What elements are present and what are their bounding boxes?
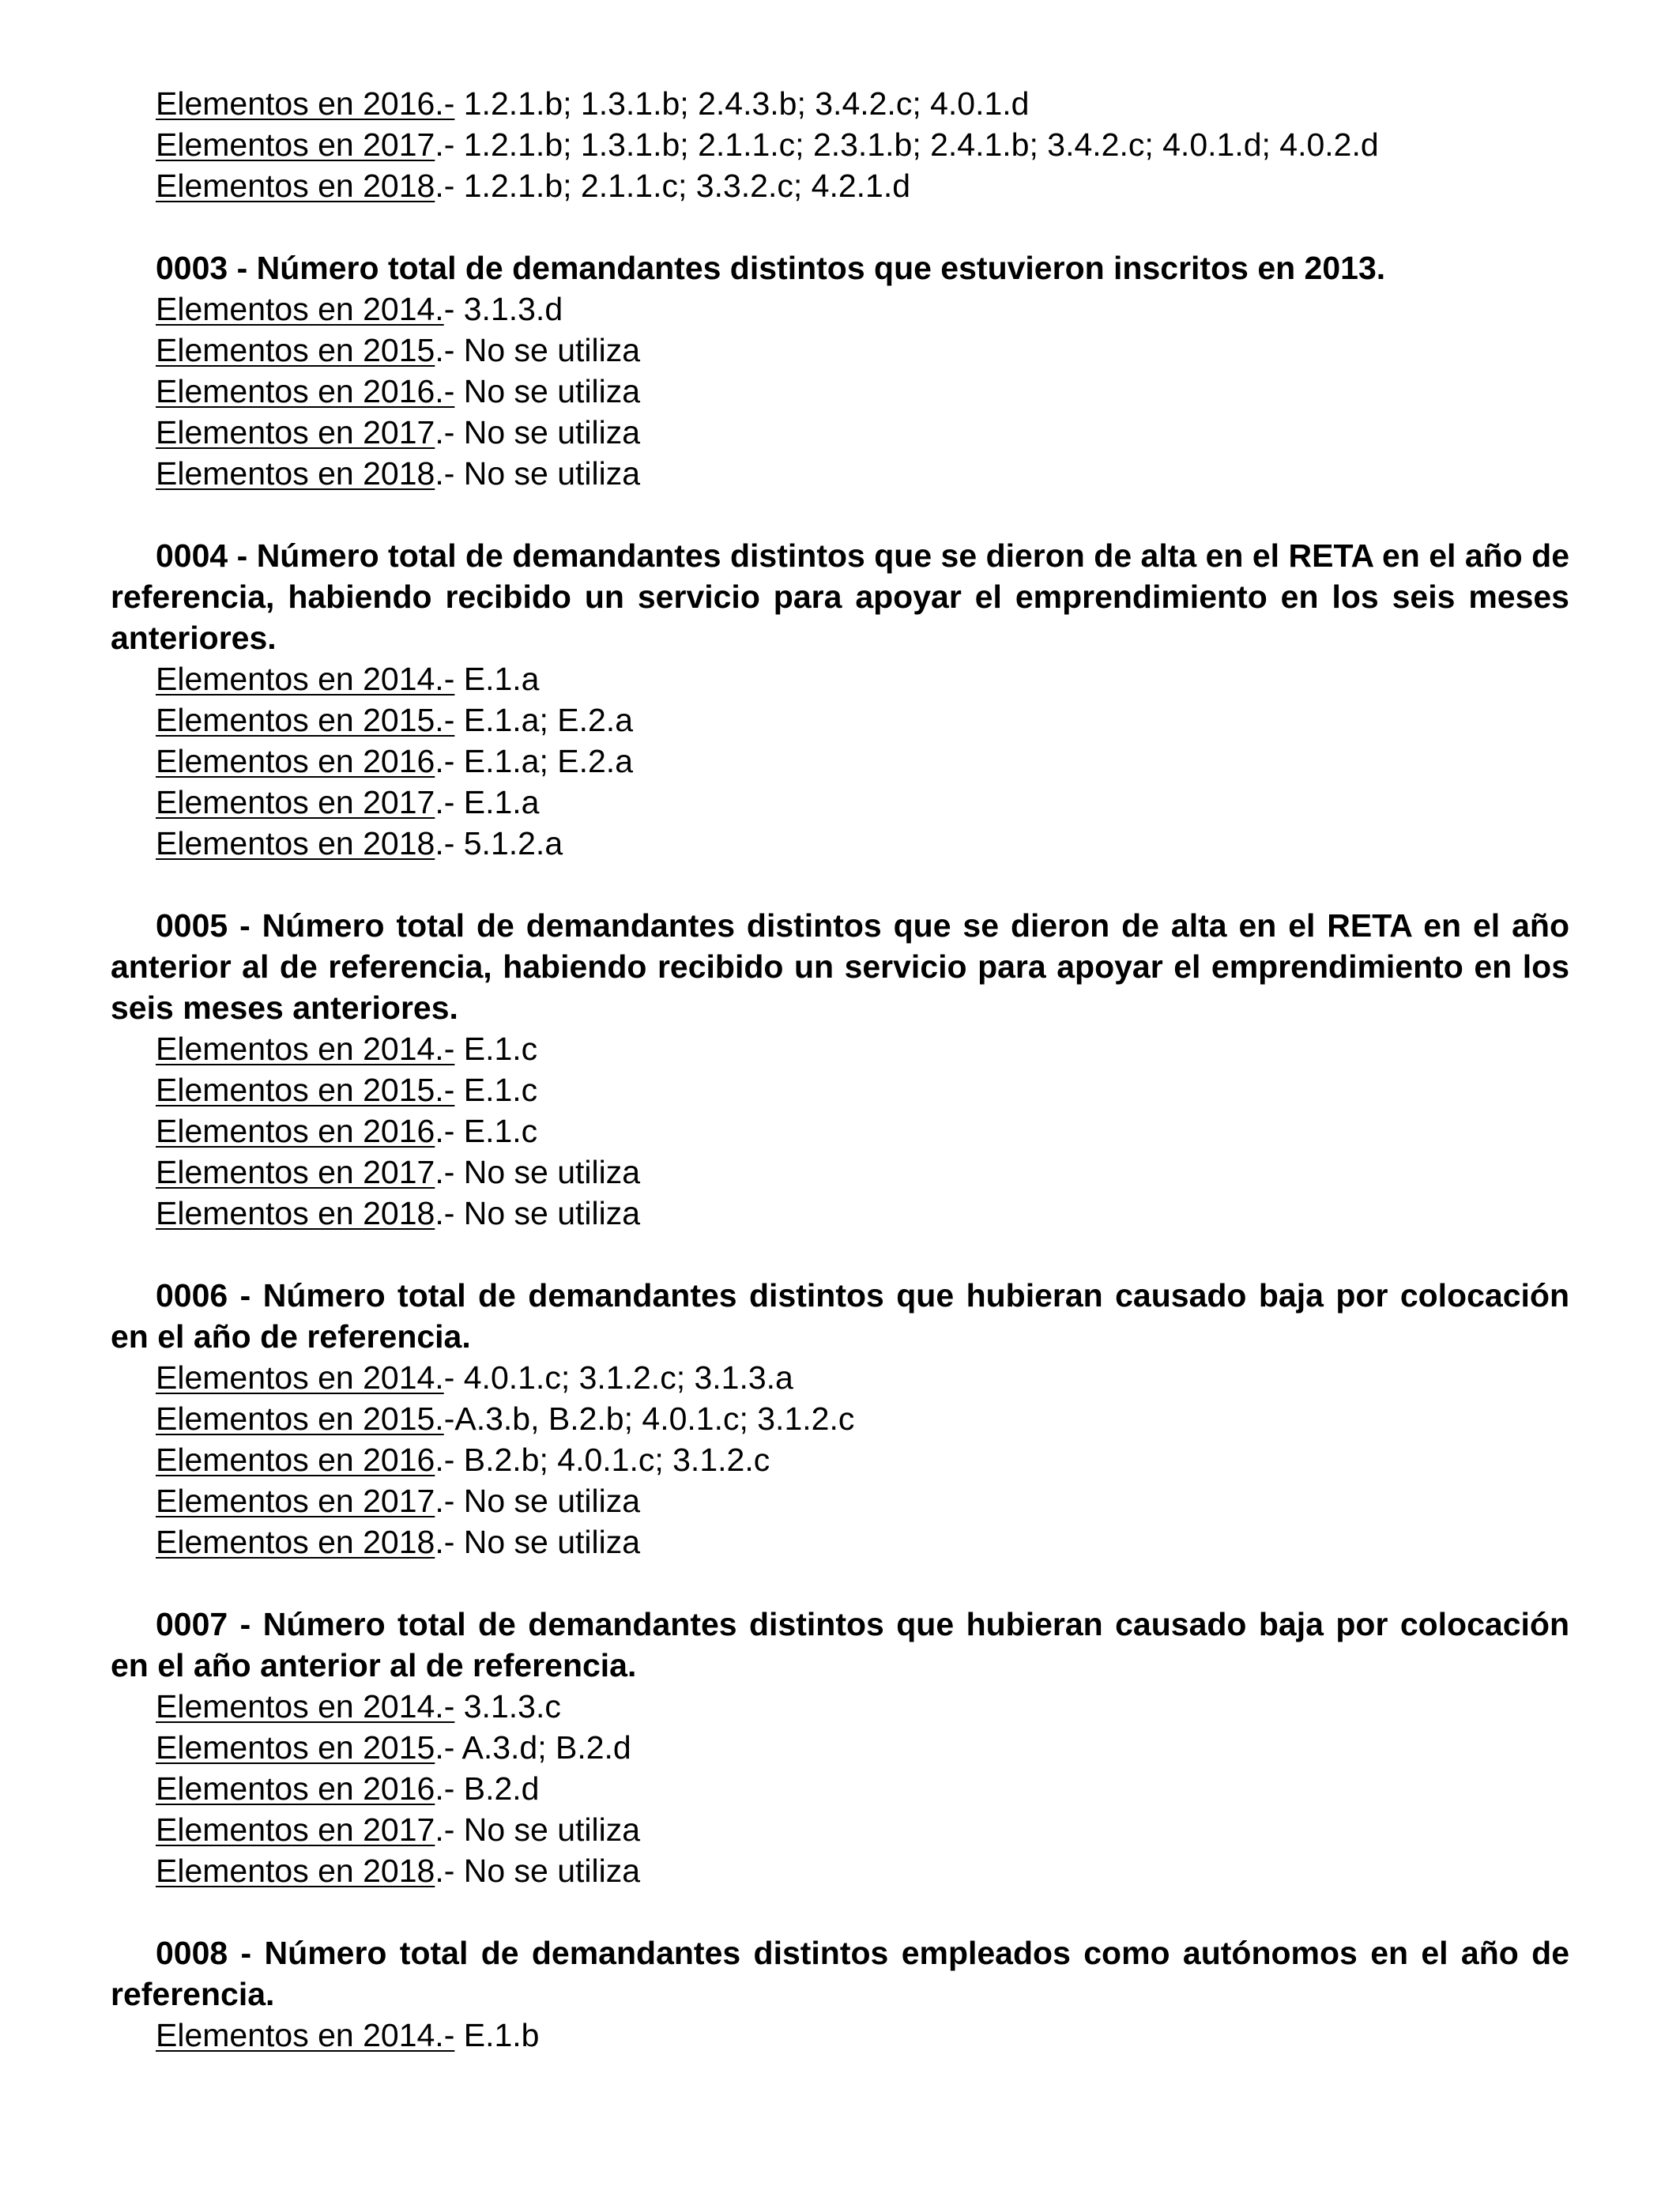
- elements-year-label: Elementos en 2015.-: [156, 702, 455, 738]
- elements-year-label: Elementos en 2018: [156, 455, 435, 492]
- elements-year-label: Elementos en 2015.-: [156, 1072, 455, 1108]
- elements-year-label: Elementos en 2016.-: [156, 373, 455, 409]
- elements-codes: .- No se utiliza: [435, 1154, 641, 1190]
- elements-year-line: [111, 1768, 1569, 1809]
- indicator-heading: 0004 - Número total de demandantes distintos que se dieron de alta en el RETA en el año de referencia, habiendo recibido un servicio para apoyar el emprendimiento en los seis meses anteriores.: [111, 537, 1569, 656]
- elements-codes: 1.2.1.b; 1.3.1.b; 2.4.3.b; 3.4.2.c; 4.0.1.d: [454, 85, 1030, 122]
- elements-year-label: Elementos en 2017: [156, 126, 435, 163]
- elements-year-label: Elementos en 2017: [156, 1154, 435, 1190]
- elements-year-label: Elementos en 2018: [156, 1524, 435, 1560]
- elements-year-label: Elementos en 2015.: [156, 1400, 444, 1437]
- elements-year-line: [111, 453, 1569, 494]
- elements-year-label: Elementos en 2018: [156, 1853, 435, 1889]
- elements-year-line: [111, 1521, 1569, 1563]
- elements-year-label: Elementos en 2017: [156, 1483, 435, 1519]
- elements-year-line: [111, 1152, 1569, 1193]
- indicator-section: [111, 247, 1569, 494]
- elements-codes: .- B.2.b; 4.0.1.c; 3.1.2.c: [435, 1442, 770, 1478]
- elements-year-line: [111, 124, 1569, 165]
- elements-codes: E.1.c: [454, 1072, 538, 1108]
- elements-year-line: [111, 330, 1569, 371]
- elements-year-label: Elementos en 2014.-: [156, 1031, 455, 1067]
- elements-year-line: [111, 1398, 1569, 1439]
- elements-year-line: [111, 2015, 1569, 2056]
- elements-year-label: Elementos en 2017: [156, 784, 435, 820]
- elements-year-line: [111, 83, 1569, 124]
- elements-year-label: Elementos en 2014.-: [156, 661, 455, 697]
- elements-codes: .- No se utiliza: [435, 332, 641, 368]
- elements-year-line: [111, 1110, 1569, 1152]
- elements-codes: .- No se utiliza: [435, 1811, 641, 1848]
- elements-year-label: Elementos en 2018: [156, 1195, 435, 1231]
- indicator-section: [111, 1275, 1569, 1563]
- elements-year-label: Elementos en 2016.-: [156, 85, 455, 122]
- elements-year-line: [111, 699, 1569, 741]
- elements-codes: .- No se utiliza: [435, 455, 641, 492]
- elements-codes: - 3.1.3.d: [443, 291, 563, 327]
- elements-codes: .- No se utiliza: [435, 414, 641, 450]
- elements-year-line: [111, 1069, 1569, 1110]
- elements-codes: -A.3.b, B.2.b; 4.0.1.c; 3.1.2.c: [443, 1400, 855, 1437]
- elements-codes: .- E.1.a: [435, 784, 540, 820]
- elements-codes: E.1.a; E.2.a: [454, 702, 633, 738]
- elements-codes: .- B.2.d: [435, 1770, 540, 1807]
- elements-year-label: Elementos en 2016: [156, 743, 435, 779]
- elements-codes: E.1.a: [454, 661, 540, 697]
- elements-year-line: [111, 1028, 1569, 1069]
- elements-year-line: [111, 412, 1569, 453]
- elements-year-label: Elementos en 2014.-: [156, 2017, 455, 2053]
- elements-year-line: [111, 1727, 1569, 1768]
- indicator-section: [111, 83, 1569, 206]
- indicator-section: [111, 905, 1569, 1234]
- indicator-heading: 0005 - Número total de demandantes distintos que se dieron de alta en el RETA en el año anterior al de referencia, habiendo recibido un servicio para apoyar el emprendimiento en los seis meses anteriores.: [111, 907, 1569, 1026]
- elements-year-line: [111, 741, 1569, 782]
- elements-codes: .- E.1.c: [435, 1113, 538, 1149]
- indicator-section: [111, 1932, 1569, 2056]
- elements-year-line: [111, 1850, 1569, 1891]
- indicator-heading: 0008 - Número total de demandantes distintos empleados como autónomos en el año de referencia.: [111, 1935, 1569, 2012]
- elements-year-line: [111, 658, 1569, 699]
- elements-year-line: [111, 1439, 1569, 1480]
- elements-year-label: Elementos en 2016: [156, 1113, 435, 1149]
- elements-year-label: Elementos en 2017: [156, 1811, 435, 1848]
- elements-codes: .- 1.2.1.b; 1.3.1.b; 2.1.1.c; 2.3.1.b; 2.4.1.b; 3.4.2.c; 4.0.1.d; 4.0.2.d: [435, 126, 1379, 163]
- elements-codes: No se utiliza: [454, 373, 641, 409]
- document-page: [111, 83, 1569, 2056]
- elements-year-line: [111, 823, 1569, 864]
- elements-year-label: Elementos en 2014.-: [156, 1688, 455, 1725]
- elements-year-label: Elementos en 2015: [156, 1729, 435, 1766]
- indicator-heading: 0006 - Número total de demandantes distintos que hubieran causado baja por colocación en el año de referencia.: [111, 1277, 1569, 1355]
- indicator-heading: 0007 - Número total de demandantes distintos que hubieran causado baja por colocación en el año anterior al de referencia.: [111, 1606, 1569, 1683]
- elements-year-line: [111, 1480, 1569, 1521]
- elements-year-line: [111, 1193, 1569, 1234]
- elements-year-line: [111, 1809, 1569, 1850]
- elements-year-label: Elementos en 2015: [156, 332, 435, 368]
- elements-year-label: Elementos en 2014.: [156, 1359, 444, 1396]
- elements-year-line: [111, 371, 1569, 412]
- elements-codes: 3.1.3.c: [454, 1688, 561, 1725]
- elements-year-line: [111, 288, 1569, 330]
- elements-year-line: [111, 165, 1569, 206]
- indicator-heading: 0003 - Número total de demandantes distintos que estuvieron inscritos en 2013.: [156, 250, 1386, 286]
- elements-codes: E.1.b: [454, 2017, 540, 2053]
- elements-year-label: Elementos en 2017: [156, 414, 435, 450]
- elements-codes: .- No se utiliza: [435, 1483, 641, 1519]
- elements-year-line: [111, 1357, 1569, 1398]
- elements-codes: E.1.c: [454, 1031, 538, 1067]
- elements-year-label: Elementos en 2018: [156, 825, 435, 861]
- indicator-section: [111, 1604, 1569, 1891]
- elements-codes: .- E.1.a; E.2.a: [435, 743, 633, 779]
- elements-year-label: Elementos en 2014.: [156, 291, 444, 327]
- elements-year-label: Elementos en 2016: [156, 1442, 435, 1478]
- elements-codes: .- 5.1.2.a: [435, 825, 563, 861]
- elements-year-line: [111, 782, 1569, 823]
- elements-codes: .- A.3.d; B.2.d: [435, 1729, 631, 1766]
- elements-codes: .- No se utiliza: [435, 1853, 641, 1889]
- elements-codes: .- No se utiliza: [435, 1524, 641, 1560]
- elements-codes: .- 1.2.1.b; 2.1.1.c; 3.3.2.c; 4.2.1.d: [435, 168, 911, 204]
- elements-codes: - 4.0.1.c; 3.1.2.c; 3.1.3.a: [443, 1359, 793, 1396]
- elements-year-label: Elementos en 2016: [156, 1770, 435, 1807]
- elements-codes: .- No se utiliza: [435, 1195, 641, 1231]
- elements-year-line: [111, 1686, 1569, 1727]
- indicator-section: [111, 535, 1569, 864]
- elements-year-label: Elementos en 2018: [156, 168, 435, 204]
